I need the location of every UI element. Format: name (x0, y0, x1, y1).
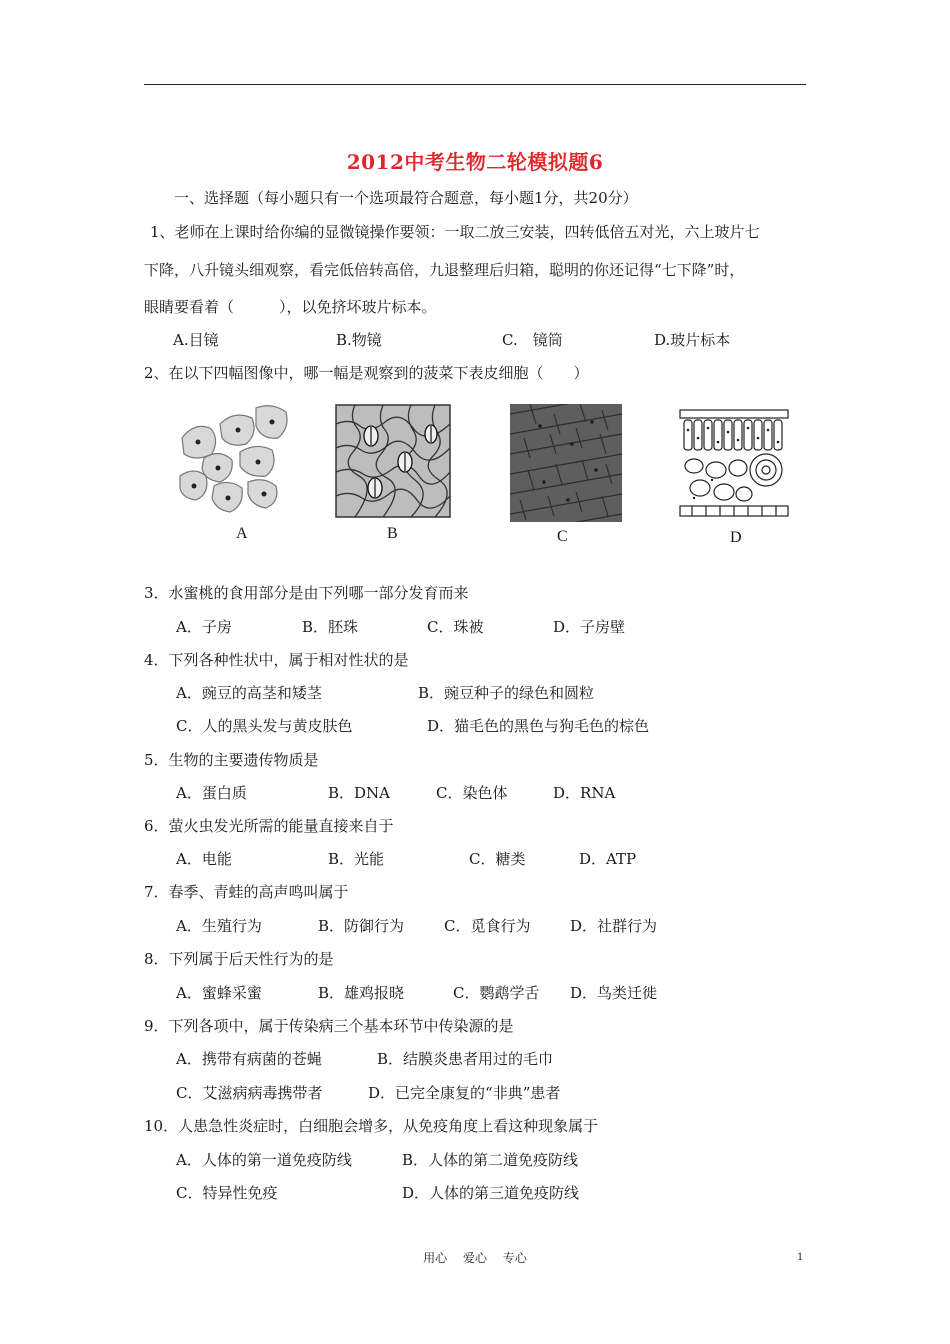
header-rule (144, 84, 806, 85)
q10-option-d: D．人体的第三道免疫防线 (402, 1184, 580, 1202)
q10-option-c: C．特异性免疫 (176, 1184, 278, 1202)
q1-line-2: 下降，八升镜头细观察，看完低倍转高倍，九退整理后归箱，聪明的你还记得“七下降”时， (144, 261, 745, 279)
q5-option-b: B．DNA (328, 784, 391, 802)
figure-a-cheek-cells (176, 402, 294, 520)
q6-stem: 6．萤火虫发光所需的能量直接来自于 (144, 817, 394, 835)
q6-option-c: C．糖类 (469, 850, 526, 868)
q7-option-c: C．觅食行为 (444, 917, 531, 935)
q1-line-1: 1、老师在上课时给你编的显微镜操作要领：一取二放三安装，四转低倍五对光，六上玻片七 (150, 223, 760, 241)
page-number: 1 (797, 1249, 803, 1263)
page-footer (0, 1249, 950, 1266)
q2-stem: 2、在以下四幅图像中，哪一幅是观察到的菠菜下表皮细胞（ ） (144, 364, 589, 382)
q3-stem: 3．水蜜桃的食用部分是由下列哪一部分发育而来 (144, 584, 469, 602)
figure-a-label: A (236, 525, 248, 542)
q5-stem: 5．生物的主要遗传物质是 (144, 751, 319, 769)
q4-option-c: C．人的黑头发与黄皮肤色 (176, 717, 353, 735)
footer-item: 专心 (502, 1251, 527, 1265)
q1-option-b: B.物镜 (336, 331, 382, 349)
q7-option-b: B．防御行为 (318, 917, 405, 935)
q10-option-b: B．人体的第二道免疫防线 (402, 1151, 579, 1169)
footer-item: 爱心 (462, 1251, 487, 1265)
q8-option-d: D．鸟类迁徙 (570, 984, 658, 1002)
q7-stem: 7．春季、青蛙的高声鸣叫属于 (144, 883, 349, 901)
q9-option-a: A．携带有病菌的苍蝇 (176, 1050, 322, 1068)
figure-b-leaf-epidermis (335, 404, 451, 518)
q8-option-c: C．鹦鹉学舌 (453, 984, 540, 1002)
figure-c-label: C (557, 528, 568, 545)
figure-c-elongated-cells (510, 404, 622, 522)
q7-option-a: A．生殖行为 (176, 917, 262, 935)
q1-option-c: C. 镜筒 (502, 331, 563, 349)
footer-item: 用心 (423, 1251, 448, 1265)
q6-option-b: B．光能 (328, 850, 385, 868)
q4-option-d: D．猫毛色的黑色与狗毛色的棕色 (427, 717, 650, 735)
page-title: 2012中考生物二轮模拟题6 (346, 150, 604, 174)
q9-stem: 9．下列各项中，属于传染病三个基本环节中传染源的是 (144, 1017, 514, 1035)
q9-option-c: C．艾滋病病毒携带者 (176, 1084, 323, 1102)
q7-option-d: D．社群行为 (570, 917, 658, 935)
q8-option-a: A．蜜蜂采蜜 (176, 984, 262, 1002)
q9-option-d: D．已完全康复的“非典”患者 (368, 1084, 561, 1102)
q1-option-a: A.目镜 (173, 331, 219, 349)
q4-option-b: B．豌豆种子的绿色和圆粒 (418, 684, 595, 702)
q6-option-d: D．ATP (579, 850, 637, 868)
q6-option-a: A．电能 (176, 850, 232, 868)
section-heading: 一、选择题（每小题只有一个选项最符合题意，每小题1分，共20分） (174, 189, 638, 207)
q10-stem: 10．人患急性炎症时，白细胞会增多，从免疫角度上看这种现象属于 (144, 1117, 599, 1135)
q8-stem: 8．下列属于后天性行为的是 (144, 950, 334, 968)
q8-option-b: B．雄鸡报晓 (318, 984, 405, 1002)
figure-d-label: D (730, 529, 742, 546)
figure-b-label: B (387, 525, 398, 542)
q1-option-d: D.玻片标本 (654, 331, 731, 349)
q10-option-a: A．人体的第一道免疫防线 (176, 1151, 352, 1169)
q3-option-a: A．子房 (176, 618, 232, 636)
q3-option-b: B．胚珠 (302, 618, 359, 636)
figure-d-leaf-cross-section (678, 408, 790, 520)
q3-option-c: C．珠被 (427, 618, 484, 636)
q9-option-b: B．结膜炎患者用过的毛巾 (377, 1050, 554, 1068)
q5-option-c: C．染色体 (436, 784, 508, 802)
q5-option-d: D．RNA (553, 784, 616, 802)
q1-line-3: 眼睛要看着（ ），以免挤坏玻片标本。 (144, 298, 437, 316)
q3-option-d: D．子房壁 (553, 618, 626, 636)
q5-option-a: A．蛋白质 (176, 784, 247, 802)
q4-option-a: A．豌豆的高茎和矮茎 (176, 684, 322, 702)
q4-stem: 4．下列各种性状中，属于相对性状的是 (144, 651, 409, 669)
